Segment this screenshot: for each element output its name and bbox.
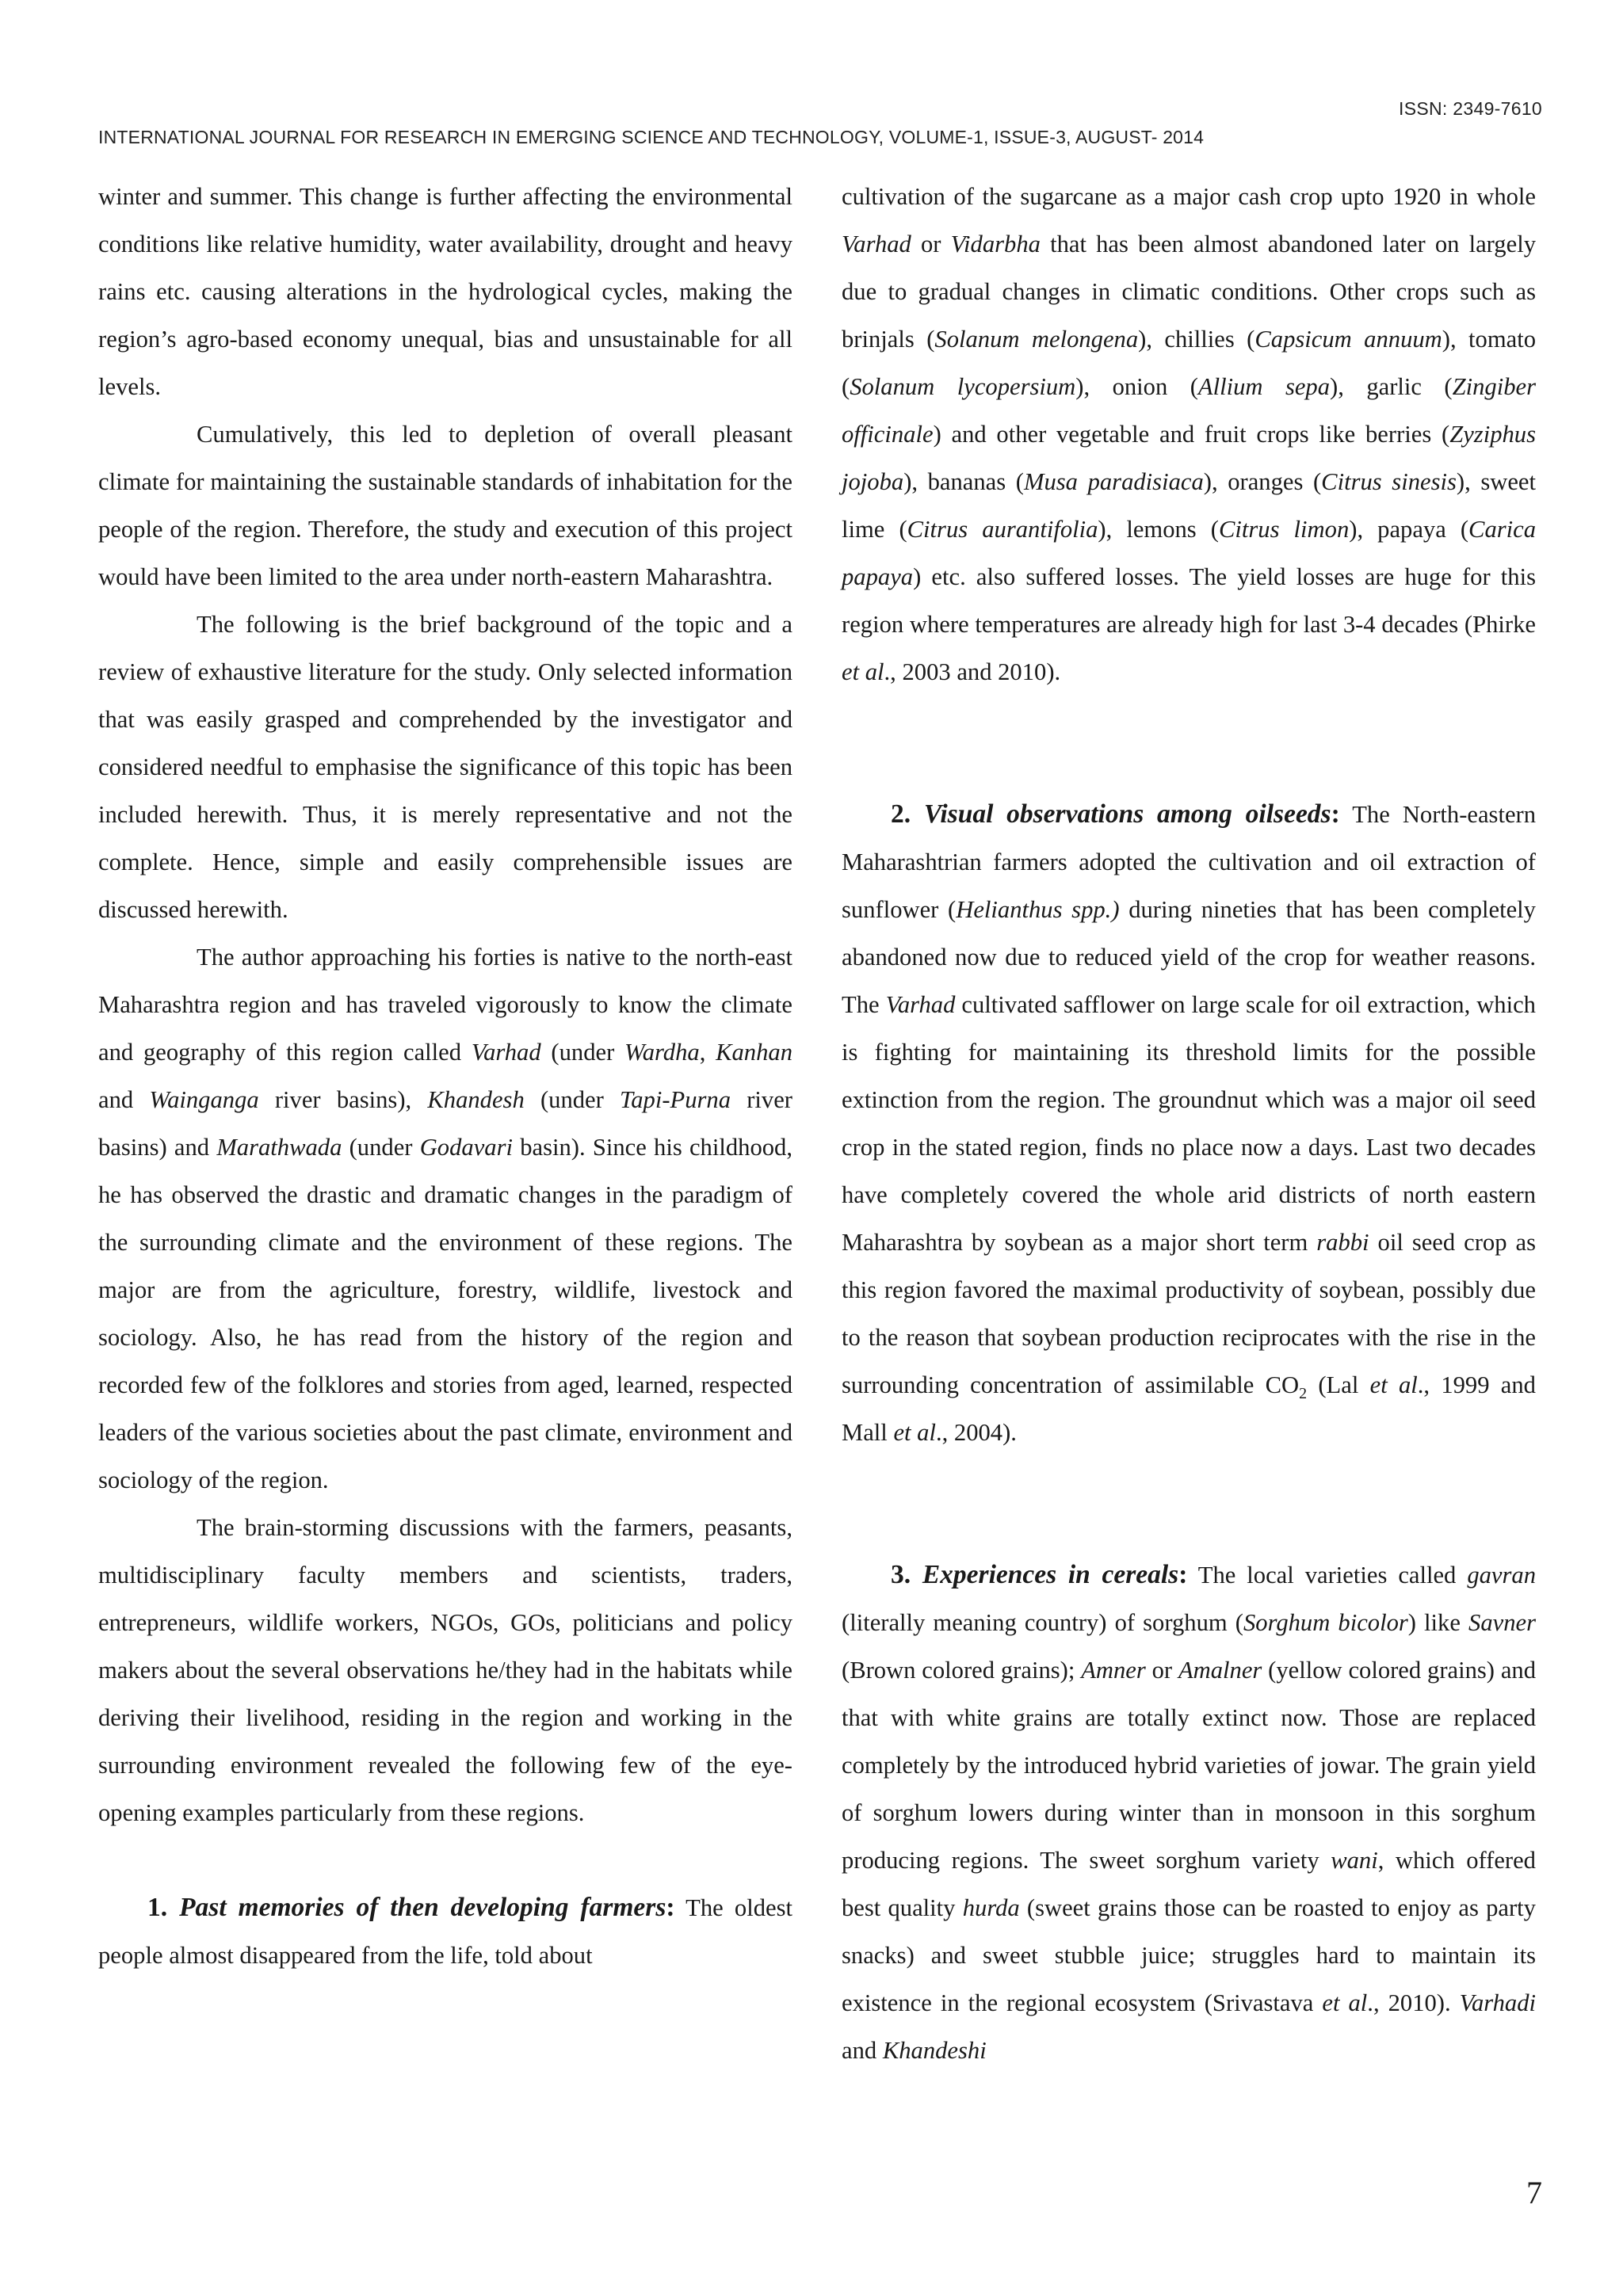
section-title: Experiences in cereals [922, 1560, 1179, 1589]
paragraph: winter and summer. This change is further affecting the environmental conditions like relative humidity, water availability, drought and heavy rains etc. causing alterations in the hydrological cycles, making the region’s agro-based economy unequal, bias and unsustainable for all levels. [98, 183, 792, 400]
section-3: 3. Experiences in cereals: The local varieties called gavran (literally meaning country) of sorghum (Sorghum bicolor) like Savner (Brown colored grains); Amner or Amalner (yellow colored grains) and that with white grains are totally extinct now. Those are replaced completely by the introduced hybrid varieties of jowar. The grain yield of sorghum lowers during winter than in monsoon in this sorghum producing regions. The sweet sorghum variety wani, which offered best quality hurda (sweet grains those can be roasted to enjoy as party snacks) and sweet stubble juice; struggles hard to maintain its existence in the regional ecosystem (Srivastava et al., 2010). Varhadi and Khandeshi [842, 1560, 1537, 2064]
paragraph: The author approaching his forties is native to the north-east Maharashtra region and has traveled vigorously to know the climate and geography of this region called Varhad (under Wardha, Kanhan and Wainganga river basins), Khandesh (under Tapi-Purna river basins) and Marathwada (under Godavari basin). Since his childhood, he has observed the drastic and dramatic changes in the paradigm of the surrounding climate and the environment of these regions. The major are from the agriculture, forestry, wildlife, livestock and sociology. Also, he has read from the history of the region and recorded few of the folklores and stories from aged, learned, respected leaders of the various societies about the past climate, environment and sociology of the region. [98, 944, 792, 1493]
section-number: 2. [891, 799, 924, 829]
paragraph: cultivation of the sugarcane as a major cash crop upto 1920 in whole Varhad or Vidarbha that has been almost abandoned later on largely due to gradual changes in climatic conditions. Other crops such as brinjals (Solanum melongena), chillies (Capsicum annuum), tomato (Solanum lycopersium), onion (Allium sepa), garlic (Zingiber officinale) and other vegetable and fruit crops like berries (Zyziphus jojoba), bananas (Musa paradisiaca), oranges (Citrus sinesis), sweet lime (Citrus aurantifolia), lemons (Citrus limon), papaya (Carica papaya) etc. also suffered losses. The yield losses are huge for this region where temperatures are already high for last 3-4 decades (Phirke et al., 2003 and 2010). [842, 183, 1537, 685]
paragraph: The following is the brief background of the topic and a review of exhaustive literature for the study. Only selected information that was easily grasped and comprehended by the investigator and considered needful to emphasise the significance of this topic has been included herewith. Thus, it is merely representative and not the complete. Hence, simple and easily comprehensible issues are discussed herewith. [98, 611, 792, 923]
section-title: Past memories of then developing farmers [179, 1893, 666, 1922]
spacer [842, 696, 1536, 743]
journal-header: INTERNATIONAL JOURNAL FOR RESEARCH IN EMERGING SCIENCE AND TECHNOLOGY, VOLUME-1, ISSUE-3, AUGUST- 2014 [98, 127, 1205, 147]
paragraph: Cumulatively, this led to depletion of overall pleasant climate for maintaining the sustainable standards of inhabitation for the people of the region. Therefore, the study and execution of this project would have been limited to the area under north-eastern Maharashtra. [98, 421, 792, 590]
left-column [98, 173, 792, 1979]
section-2: 2. Visual observations among oilseeds: The North-eastern Maharashtrian farmers adopted the cultivation and oil extraction of sunflower (Helianthus spp.) during nineties that has been completely abandoned now due to reduced yield of the crop for weather reasons. The Varhad cultivated safflower on large scale for oil extraction, which is fighting for maintaining its threshold limits for the possible extinction from the region. The groundnut which was a major oil seed crop in the stated region, finds no place now a days. Last two decades have completely covered the whole arid districts of north eastern Maharashtra by soybean as a major short term rabbi oil seed crop as this region favored the maximal productivity of soybean, possibly due to the reason that soybean production reciprocates with the rise in the surrounding concentration of assimilable $CO_2$ (Lal et al., 1999 and Mall et al., 2004). [842, 799, 1537, 1446]
spacer [842, 1456, 1536, 1504]
right-column [842, 173, 1536, 2074]
section-title: Visual observations among oilseeds [923, 799, 1331, 829]
paragraph: The brain-storming discussions with the farmers, peasants, multidisciplinary faculty members and scientists, traders, entrepreneurs, wildlife workers, NGOs, GOs, politicians and policy makers about the several observations he/they had in the habitats while deriving their livelihood, residing in the region and working in the surrounding environment revealed the following few of the eye-opening examples particularly from these regions. [98, 1514, 792, 1826]
issn-header: ISSN: 2349-7610 [1399, 98, 1542, 119]
section-1: 1. Past memories of then developing farmers: The oldest people almost disappeared from the life, told about [98, 1893, 793, 1969]
section-number: 3. [891, 1560, 922, 1589]
page-number: 7 [1526, 2175, 1542, 2210]
section-number: 1. [147, 1893, 180, 1922]
